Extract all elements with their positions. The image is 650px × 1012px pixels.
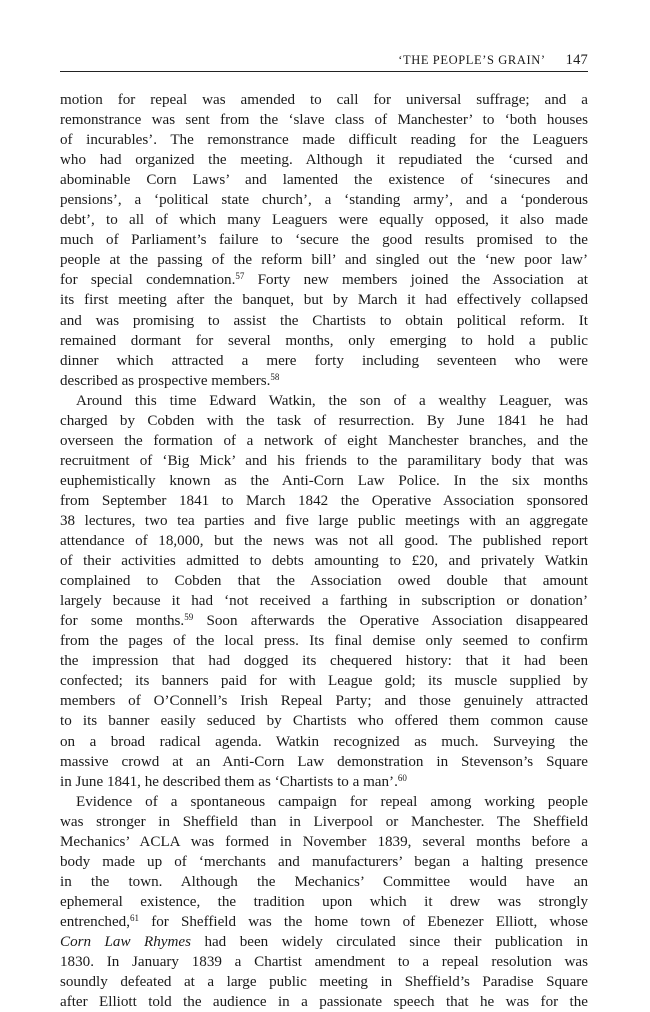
footnote-ref-61: 61 (129, 912, 139, 923)
running-title: ‘THE PEOPLE’S GRAIN’ (398, 53, 546, 67)
text-fragment: for special condemnation. (60, 272, 236, 289)
text-line: abominable Corn Laws’ and lamented the existence of ‘sinecures and (60, 172, 588, 189)
paragraph-3 (60, 792, 588, 1012)
text-line: body made up of ‘merchants and manufacturers’ began a halting presence (60, 853, 588, 870)
text-line: dinner which attracted a mere forty including seventeen who were (60, 352, 588, 369)
text-line: attendance of 18,000, but the news was not all good. The published report (60, 533, 588, 550)
text-line: motion for repeal was amended to call for universal suffrage; and a (60, 92, 588, 108)
text-line: after Elliott told the audience in a passionate speech that he was for the (60, 994, 588, 1011)
text-fragment: for some months. (60, 613, 185, 630)
text-line: the impression that had dogged its chequered history: that it had been (60, 653, 588, 670)
footnote-ref-60: 60 (397, 772, 407, 783)
footnote-ref-57: 57 (235, 271, 245, 282)
text-line: massive crowd at an Anti-Corn Law demonstration in Stevenson’s Square (60, 753, 588, 770)
text-line: debt’, to all of which many Leaguers were equally opposed, it also made (60, 212, 588, 229)
text-fragment: described as prospective members. (60, 372, 271, 389)
paragraph-2 (60, 391, 588, 792)
text-line: from the pages of the local press. Its final demise only seemed to confirm (60, 633, 588, 650)
paragraph-1 (60, 90, 588, 391)
text-line: recruitment of ‘Big Mick’ and his friends to the paramilitary body that was (60, 452, 588, 469)
text-line: euphemistically known as the Anti-Corn Law Police. In the six months (60, 472, 588, 489)
text-line: and was promising to assist the Chartists to obtain political reform. It (60, 312, 588, 329)
text-line: much of Parliament’s failure to ‘secure the good results promised to the (60, 232, 588, 249)
text-fragment: had been widely circulated since their publication in (204, 933, 588, 950)
text-line: remonstrance was sent from the ‘slave class of Manchester’ to ‘both houses (60, 112, 588, 129)
text-line: soundly defeated at a large public meeting in Sheffield’s Paradise Square (60, 974, 588, 991)
text-line: from September 1841 to March 1842 the Operative Association sponsored (60, 492, 588, 509)
text-line (60, 932, 588, 952)
text-line: members of O’Connell’s Irish Repeal Party; and those genuinely attracted (60, 693, 588, 710)
text-fragment: for Sheffield was the home town of Ebenezer Elliott, whose (151, 913, 588, 930)
text-line (60, 912, 588, 932)
text-line: in the town. Although the Mechanics’ Committee would have an (60, 873, 588, 890)
text-line (60, 772, 588, 792)
text-line (60, 270, 588, 290)
footnote-ref-59: 59 (184, 612, 194, 623)
text-line: 38 lectures, two tea parties and five large public meetings with an aggregate (60, 512, 588, 529)
text-line: charged by Cobden with the task of resurrection. By June 1841 he had (60, 412, 588, 429)
text-line: of their activities admitted to debts amounting to £20, and privately Watkin (60, 553, 588, 570)
text-fragment: Soon afterwards the Operative Association disappeared (206, 613, 588, 630)
running-header (60, 52, 588, 72)
text-fragment: in June 1841, he described them as ‘Chartists to a man’. (60, 773, 398, 790)
footnote-ref-58: 58 (270, 371, 280, 382)
text-line: remained dormant for several months, only emerging to hold a public (60, 332, 588, 349)
text-fragment: entrenched, (60, 913, 130, 930)
text-line: on a broad radical agenda. Watkin recognized as much. Surveying the (60, 733, 588, 750)
text-line: who had organized the meeting. Although it repudiated the ‘cursed and (60, 152, 588, 169)
text-line: Mechanics’ ACLA was formed in November 1839, several months before a (60, 833, 588, 850)
text-line: people at the passing of the reform bill’ and singled out the ‘new poor law’ (60, 252, 588, 269)
book-title-italic: Corn Law Rhymes (60, 933, 191, 950)
text-line: Around this time Edward Watkin, the son of a wealthy Leaguer, was (76, 392, 588, 409)
text-line: overseen the formation of a network of eight Manchester branches, and the (60, 432, 588, 449)
text-line (60, 371, 588, 391)
page-number: 147 (565, 52, 588, 68)
text-line: pensions’, a ‘political state church’, a ‘standing army’, and a ‘ponderous (60, 192, 588, 209)
text-line: complained to Cobden that the Association owed double that amount (60, 573, 588, 590)
text-fragment: Forty new members joined the Association at (257, 272, 588, 289)
text-line: Evidence of a spontaneous campaign for repeal among working people (76, 793, 588, 810)
text-line: largely because it had ‘not received a farthing in subscription or donation’ (60, 593, 588, 610)
body-text (60, 90, 588, 1012)
text-line: to its banner easily seduced by Chartists who offered them common cause (60, 713, 588, 730)
text-line: its first meeting after the banquet, but by March it had effectively collapsed (60, 292, 588, 309)
text-line: was stronger in Sheffield than in Liverpool or Manchester. The Sheffield (60, 813, 588, 830)
book-page (60, 52, 588, 1012)
text-line: 1830. In January 1839 a Chartist amendment to a repeal resolution was (60, 954, 588, 971)
text-line: confected; its banners paid for with League gold; its muscle supplied by (60, 673, 588, 690)
text-line: of incurables’. The remonstrance made difficult reading for the Leaguers (60, 132, 588, 149)
text-line: ephemeral existence, the tradition upon which it drew was strongly (60, 893, 588, 910)
text-line (60, 611, 588, 631)
